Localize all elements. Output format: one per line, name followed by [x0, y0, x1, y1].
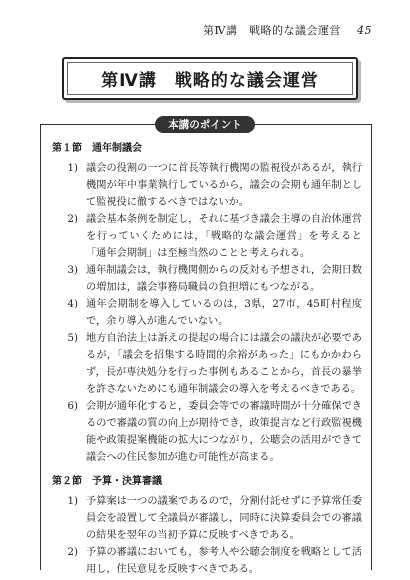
list-item: [52, 398, 362, 466]
page-number: 45: [357, 24, 372, 37]
item-text: 地方自治法上は訴えの提起の場合には議会の議決が必要であるが，「議会を招集する時間的余裕があった」にもかかわらず，長が専決処分を行った事例もあることから，首長の暴挙を許さないためにも通年制議会の導入を考えるべきである。: [86, 333, 362, 395]
item-number: 4): [67, 299, 78, 310]
chapter-title: 第Ⅳ講 戦略的な議会運営: [62, 57, 358, 100]
item-number: 1): [67, 163, 78, 174]
points-content: [52, 140, 362, 578]
list-item: [52, 544, 362, 578]
item-text: 予算案は一つの議案であるので，分割付託せずに予算常任委員会を設置して全議員が審議し，同時に決算委員会での審議の結果を翌年の当初予算に反映すべきである。: [86, 496, 362, 541]
running-header: [203, 22, 372, 38]
list-item: [52, 493, 362, 544]
item-number: 2): [67, 214, 78, 225]
item-text: 会期が通年化すると，委員会等での審議時間が十分確保できるので審議の質の向上が期待でき，政策提言など行政監視機能や政策提案機能の拡大につながり，公聴会の活用ができて議会への住民参加が進む可能性が高まる。: [86, 401, 362, 463]
item-number: 6): [67, 401, 78, 412]
item-text: 議会の役割の一つに首長等執行機関の監視役があるが，執行機関が年中事業執行しているから，議会の会期も通年制として監視役に徹するべきではないか。: [86, 163, 362, 208]
list-item: [52, 160, 362, 211]
item-number: 3): [67, 265, 78, 276]
item-text: 通年会期制を導入しているのは，3県，27市，45町村程度で，余り導入が進んでいない。: [86, 299, 362, 327]
list-item: [52, 262, 362, 296]
section-1: [52, 140, 362, 466]
list-item: [52, 330, 362, 398]
section-title: 第１節 通年制議会: [52, 143, 142, 154]
list-item: [52, 296, 362, 330]
item-text: 議会基本条例を制定し，それに基づき議会主導の自治体運営を行っていくためには，「戦略的な議会運営」を考えると「通年会期制」は至極当然のことと考えられる。: [86, 214, 362, 259]
item-number: 2): [67, 547, 78, 558]
points-label: 本講のポイント: [155, 116, 255, 133]
item-number: 1): [67, 496, 78, 507]
item-text: 通年制議会は，執行機関側からの反対も予想され，会期日数の増加は，議会事務局職員の負担増にもつながる。: [86, 265, 362, 293]
section-title: 第２節 予算・決算審議: [52, 476, 162, 487]
list-item: [52, 211, 362, 262]
item-number: 5): [67, 333, 78, 344]
section-2: [52, 473, 362, 578]
running-title: 第Ⅳ講 戦略的な議会運営: [203, 24, 341, 37]
item-text: 予算の審議においても，参考人や公聴会制度を戦略として活用し，住民意見を反映すべきである。: [86, 547, 362, 575]
